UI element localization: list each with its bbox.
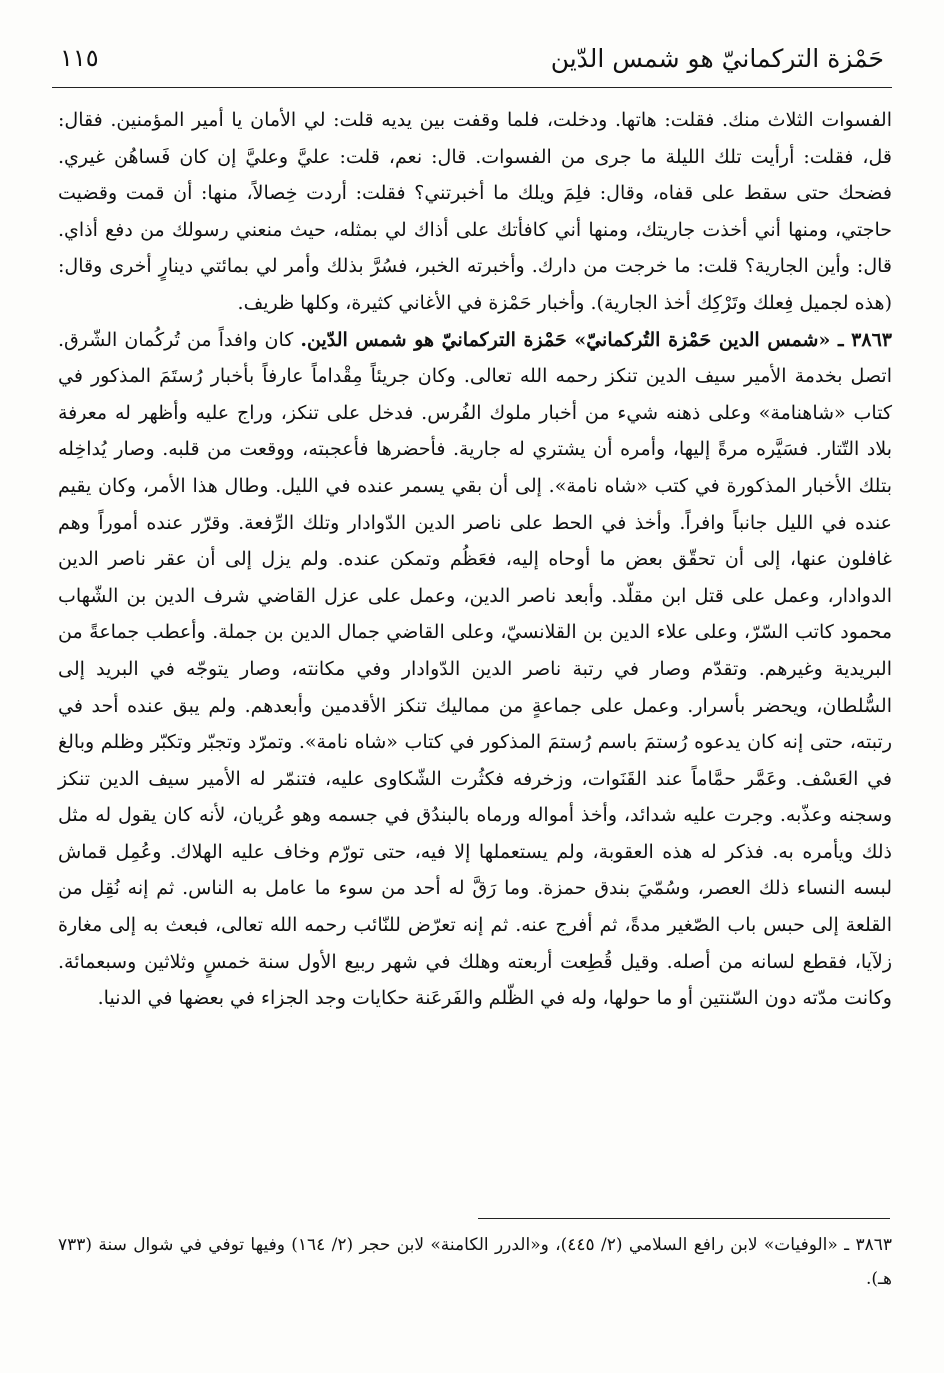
main-text	[58, 102, 892, 1017]
entry-3863	[58, 322, 892, 1017]
paragraph-previous-entry: الفسوات الثلاث منك. فقلت: هاتها. ودخلت، فلما وقفت بين يديه قلت: لي الأمان يا أمير المؤمنين. فقال: قل، فقلت: أرأيت تلك الليلة ما جرى من الفسوات. قال: نعم، قلت: عليَّ وعليَّ إن كان فَساهُن غيري. فضحك حتى سقط على قفاه، وقال: فلِمَ ويلك ما أخبرتني؟ فقلت: أردت خِصالاً، منها: أن قمت وقضيت حاجتي، ومنها أني أخذت جاريتك، ومنها أني كافأتك على أذاك لي بمثله، حيث منعني رسولك من دفع أذاي. قال: وأين الجارية؟ قلت: ما خرجت من دارك. وأخبرته الخبر، فسُرَّ بذلك وأمر لي بمائتي دينارٍ أخرى وقال: (هذه لجميل فِعلك وتَرْكِك أخذ الجارية). وأخبار حَمْزة في الأغاني كثيرة، وكلها ظريف.	[58, 109, 892, 314]
page-header	[60, 38, 884, 78]
running-title: حَمْزة التركمانيّ هو شمس الدّين	[550, 43, 884, 73]
header-rule	[52, 87, 892, 88]
entry-body: كان وافداً من تُركُمان الشّرق. اتصل بخدمة الأمير سيف الدين تنكز رحمه الله تعالى. وكان جريئاً مِقْداماً عارفاً بأخبار رُستَمَ المذكور في كتاب «شاهنامة» وعلى ذهنه شيء من أخبار ملوك الفُرس. فدخل على تنكز، وراج عليه وأظهر له معرفة بلاد التّتار. فسَيَّره مرةً إليها، وأمره أن يشتري له جارية. فأحضرها فأعجبته، ووقعت من قلبه. وصار يُداخِله بتلك الأخبار المذكورة في كتب «شاه نامة». إلى أن بقي يسمر عنده في الليل. وطال هذا الأمر، وكان يقيم عنده في الليل جانباً وافراً. وأخذ في الحط على ناصر الدين الدّوادار وتلك الرِّفعة. وقرّر عنده أموراً وهم غافلون عنها، إلى أن تحقّق بعض ما أوحاه إليه، فعَظُم وتمكن عنده. ولم يزل إلى أن عقر ناصر الدين الدوادار، وعمل على قتل ابن مقلّد. وأبعد ناصر الدين، وعمل على عزل القاضي شرف الدين بن الشّهاب محمود كاتب السّرّ، وعلى علاء الدين بن القلانسيّ، وعلى القاضي جمال الدين بن جملة. وأعطب جماعةً من البريدية وغيرهم. وتقدّم وصار في رتبة ناصر الدين الدّوادار وفي مكانته، وصار يتوجّه في البريد إلى السُّلطان، ويحضر بأسرار. وعمل على جماعةٍ من مماليك تنكز الأقدمين وأبعدهم. ولم يبق عنده أحد في رتبته، حتى إنه كان يدعوه رُستمَ باسم رُستمَ المذكور في كتاب «شاه نامة». وتمرّد وتجبّر وتكبّر وظلم وبالغ في العَسْف. وعَمَّر حمَّاماً عند القَنَوات، وزخرفه فكثُرت الشّكاوى عليه، فتنمّر له الأمير سيف الدين تنكز وسجنه وعذّبه. وجرت عليه شدائد، وأخذ أمواله ورماه بالبندُق في جسمه وهو عُريان، لأنه كان يقول له مثل ذلك ويأمره به. فذكر له هذه العقوبة، ولم يستعملها إلا فيه، حتى تورّم وخاف عليه الهلاك. وعُمِل قماش لبسه النساء ذلك العصر، وسُمّيَ بندق حمزة. وما رَقَّ له أحد من سوء ما عامل به الناس. ثم إنه نُقِل من القلعة إلى حبس باب الصّغير مدةً، ثم أفرج عنه. ثم إنه تعرّض للنّائب رحمه الله تعالى، فبعث به إلى مغارة زلآيا، فقطع لسانه من أصله. وقيل قُطِعت أربعته وهلك في شهر ربيع الأول سنة خمسٍ وثلاثين وسبعمائة. وكانت مدّته دون السّنتين أو ما حولها، وله في الظّلم والفَرعَنة حكايات وجد الجزاء في بعضها في الدنيا.	[58, 328, 892, 1010]
entry-heading: ٣٨٦٣ ـ «شمس الدين حَمْزة التُركمانيّ» حَمْزة التركمانيّ هو شمس الدّين.	[300, 328, 892, 351]
footnote	[58, 1228, 892, 1296]
page-number: ١١٥	[60, 44, 99, 72]
footnote-text: ٣٨٦٣ ـ «الوفيات» لابن رافع السلامي (٢/ ٤٤٥)، و«الدرر الكامنة» لابن حجر (٢/ ١٦٤) وفيها توفي في شوال سنة (٧٣٣ هـ).	[58, 1235, 892, 1289]
footnote-rule	[478, 1218, 890, 1219]
